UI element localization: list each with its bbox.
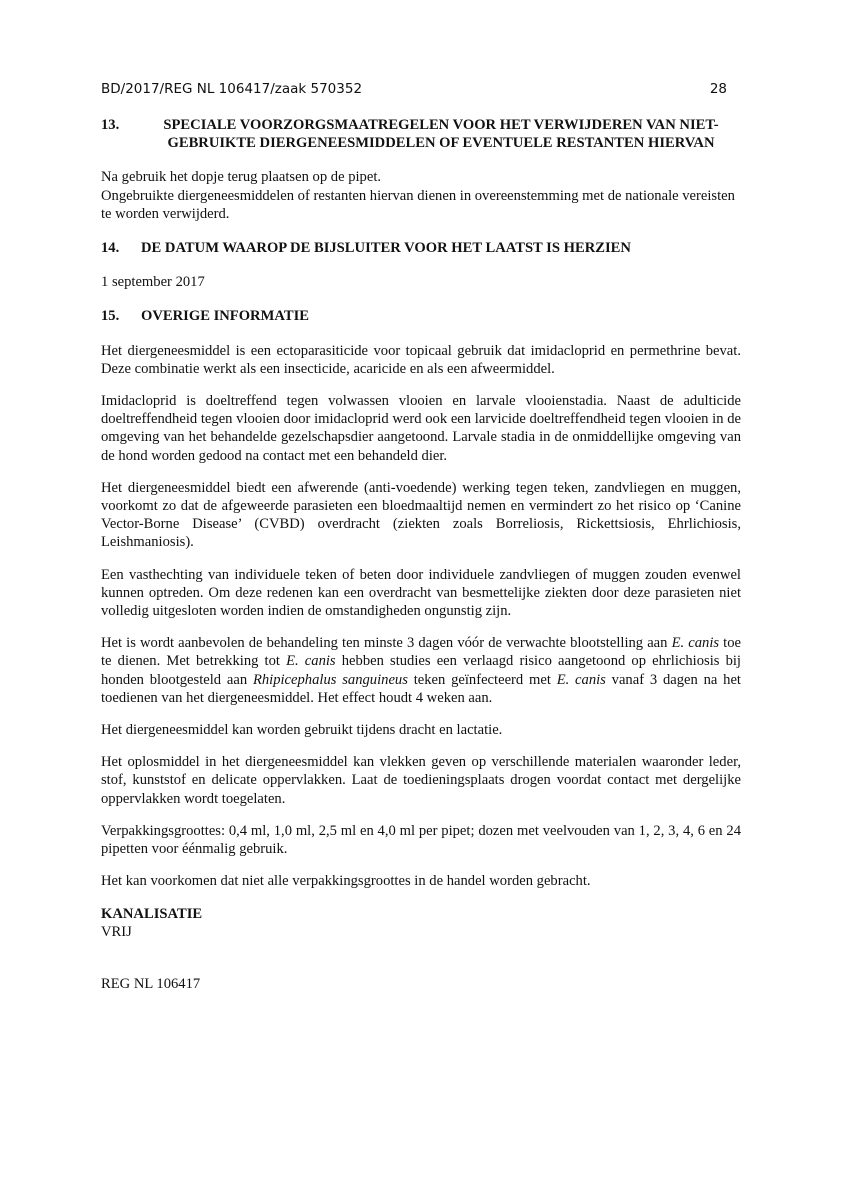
paragraph-product-description: Het diergeneesmiddel is een ectoparasiticide voor topicaal gebruik dat imidacloprid en permethrine bevat. Deze combinatie werkt als een insecticide, acaricide en als een afweermiddel. — [101, 342, 741, 377]
paragraph-e-canis-part-c: toe te dienen. Met betrekking tot — [101, 635, 741, 670]
section-14-number: 14. — [101, 240, 120, 257]
document-body — [101, 116, 741, 993]
paragraph-pregnancy: Het diergeneesmiddel kan worden gebruikt tijdens dracht en lactatie. — [101, 722, 503, 739]
section-14-heading — [101, 239, 741, 257]
species-rhipicephalus: Rhipicephalus sanguineus — [252, 671, 408, 688]
kanalisatie-label: KANALISATIE — [101, 905, 203, 922]
section-13-title-line2: GEBRUIKTE DIERGENEESMIDDELEN OF EVENTUELE RESTANTEN HIERVAN — [167, 135, 715, 152]
kanalisatie-value: VRIJ — [101, 923, 132, 940]
section-15-title: OVERIGE INFORMATIE — [141, 308, 309, 325]
paragraph-e-canis-part-i: vanaf 3 dagen na het toedienen van het diergeneesmiddel. Het effect houdt 4 weken aan. — [101, 671, 741, 706]
species-e-canis: E. canis — [556, 671, 606, 688]
species-e-canis: E. canis — [671, 635, 720, 652]
paragraph-pack-sizes: Verpakkingsgroottes: 0,4 ml, 1,0 ml, 2,5 ml en 4,0 ml per pipet; dozen met veelvouden van 1, 2, 3, 4, 6 en 24 pipetten voor éénmalig gebruik. — [101, 822, 741, 858]
document-reference: BD/2017/REG NL 106417/zaak 570352 — [101, 81, 363, 97]
section-13-number: 13. — [101, 117, 120, 133]
section-15-heading — [101, 307, 741, 325]
species-e-canis: E. canis — [286, 653, 336, 670]
section-14-title: DE DATUM WAAROP DE BIJSLUITER VOOR HET LAATST IS HERZIEN — [141, 240, 631, 257]
revision-date: 1 september 2017 — [101, 274, 205, 291]
section-13-text-2: Ongebruikte diergeneesmiddelen of restanten hiervan dienen in overeenstemming met de nationale vereisten te worden verwijderd. — [101, 187, 735, 222]
section-13-title-line1: SPECIALE VOORZORGSMAATREGELEN VOOR HET VERWIJDEREN VAN NIET- — [163, 117, 719, 133]
paragraph-e-canis-part-e: hebben studies een verlaagd risico aangetoond op ehrlichiosis bij honden blootgesteld aan — [101, 653, 741, 688]
paragraph-marketing: Het kan voorkomen dat niet alle verpakkingsgroottes in de handel worden gebracht. — [101, 873, 591, 890]
section-15-number: 15. — [101, 308, 120, 325]
paragraph-e-canis — [101, 634, 741, 707]
registration-number: REG NL 106417 — [101, 975, 201, 992]
paragraph-repellent-effect: Het diergeneesmiddel biedt een afwerende (anti-voedende) werking tegen teken, zandvliegen en muggen, voorkomt zo dat de afgeweerde parasieten een bloedmaaltijd nemen en vermindert zo het risico op ‘Canine Vector-Borne Disease’ (CVBD) overdracht (ziekten zoals Borreliosis, Rickettsiosis, Ehrlichiosis, Leishmaniosis). — [101, 479, 741, 551]
section-13-title — [141, 116, 741, 152]
page-number: 28 — [709, 81, 727, 97]
paragraph-solvent: Het oplosmiddel in het diergeneesmiddel kan vlekken geven op verschillende materialen waaronder leder, stof, kunststof en delicate oppervlakken. Laat de toedieningsplaats drogen voordat contact met dergelijke oppervlakken wordt toegelaten. — [101, 754, 741, 807]
paragraph-e-canis-part-g: teken geïnfecteerd met — [407, 671, 557, 688]
section-13-text-1: Na gebruik het dopje terug plaatsen op de pipet. — [101, 169, 382, 186]
paragraph-attachment-risk: Een vasthechting van individuele teken of beten door individuele zandvliegen of muggen zouden evenwel kunnen optreden. Om deze redenen kan een overdracht van besmettelijke ziekten door deze parasieten niet volledig uitgesloten worden indien de omstandigheden ongunstig zijn. — [101, 566, 741, 620]
section-13-heading — [101, 116, 741, 152]
paragraph-imidacloprid: Imidacloprid is doeltreffend tegen volwassen vlooien en larvale vlooienstadia. Naast de adulticide doeltreffendheid tegen vlooien door imidacloprid werd ook een larvicide doeltreffendheid tegen vlooien in de omgeving van het behandelde gezelschapsdier aangetoond. Larvale stadia in de onmiddellijke omgeving van de hond worden gedood na contact met een behandeld dier. — [101, 393, 741, 464]
paragraph-e-canis-part-a: Het is wordt aanbevolen de behandeling ten minste 3 dagen vóór de verwachte blootstelling aan — [101, 635, 672, 652]
